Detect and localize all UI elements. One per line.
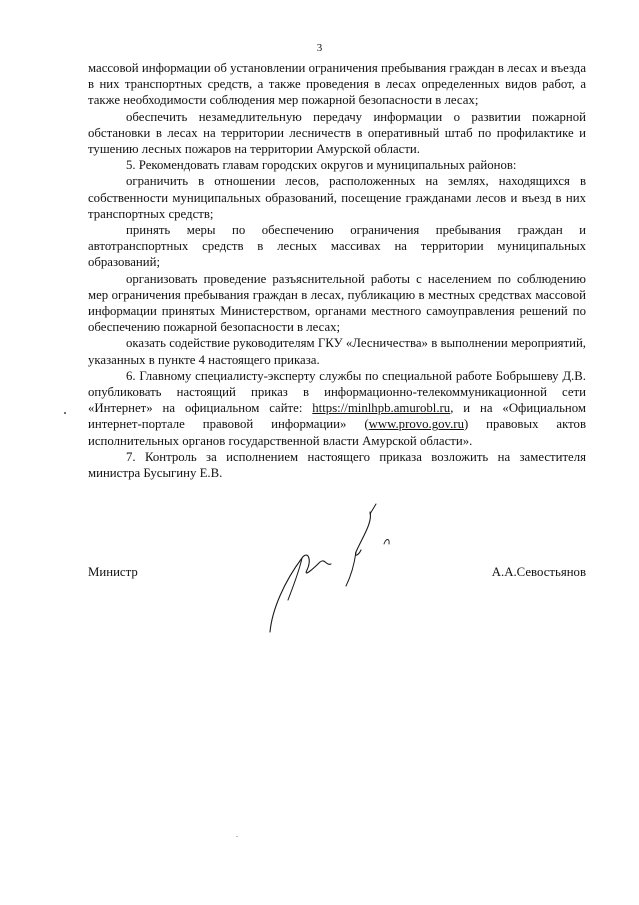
- paragraph6-text: ) правовых актов исполнительных органов государственной власти Амурской области».: [88, 417, 586, 448]
- paragraph6-text: , и на «Официальном интернет-портале правовой информации» (: [88, 401, 587, 432]
- paragraph: оказать содействие руководителям ГКУ «Лесничества» в выполнении мероприятий, указанных в пункте 4 настоящего приказа.: [88, 336, 586, 367]
- handwritten-signature: [258, 500, 408, 640]
- margin-mark: [64, 412, 66, 414]
- signer-title: Министр: [88, 565, 138, 579]
- paragraph: 7. Контроль за исполнением настоящего приказа возложить на заместителя министра Бусыгину Е.В.: [88, 449, 586, 481]
- paragraph: организовать проведение разъяснительной работы с населением по соблюдению мер ограничения пребывания граждан в лесах, публикацию в местных средствах массовой информации принятых Министерством, органами местного самоуправления решений по обеспечению пожарной безопасности в лесах;: [88, 271, 586, 335]
- ministry-site-link[interactable]: https://minlhpb.amurobl.ru: [312, 401, 451, 416]
- paragraph: массовой информации об установлении ограничения пребывания граждан в лесах и въезда в них транспортных средств, а также проведения в лесах определенных видов работ, а также необходимости соблюдения мер пожарной безопасности в лесах;: [88, 61, 586, 108]
- paragraph: обеспечить незамедлительную передачу информации о развитии пожарной обстановки в лесах на территории лесничеств в оперативный штаб по профилактике и тушению лесных пожаров на территории Амурской области.: [88, 109, 586, 157]
- page-number: 3: [316, 42, 323, 54]
- scan-mark: [236, 836, 238, 837]
- paragraph-publication: [88, 368, 586, 449]
- paragraph6-text: 6. Главному специалисту-эксперту службы по специальной работе Бобрышеву Д.В. опубликовать настоящий приказ в информационно-телекоммуникационной сети «Интернет» на официальном сайте:: [88, 368, 586, 416]
- paragraph: 5. Рекомендовать главам городских округов и муниципальных районов:: [126, 158, 517, 173]
- signer-name: А.А.Севостьянов: [491, 565, 586, 579]
- paragraph: ограничить в отношении лесов, расположенных на землях, находящихся в собственности муниципальных образований, посещение гражданами лесов и въезд в них транспортных средств;: [88, 174, 586, 221]
- legal-portal-link[interactable]: www.provo.gov.ru: [368, 417, 464, 432]
- paragraph: принять меры по обеспечению ограничения пребывания граждан и автотранспортных средств в лесных массивах на территории муниципальных образований;: [88, 223, 586, 270]
- document-body: [88, 60, 586, 481]
